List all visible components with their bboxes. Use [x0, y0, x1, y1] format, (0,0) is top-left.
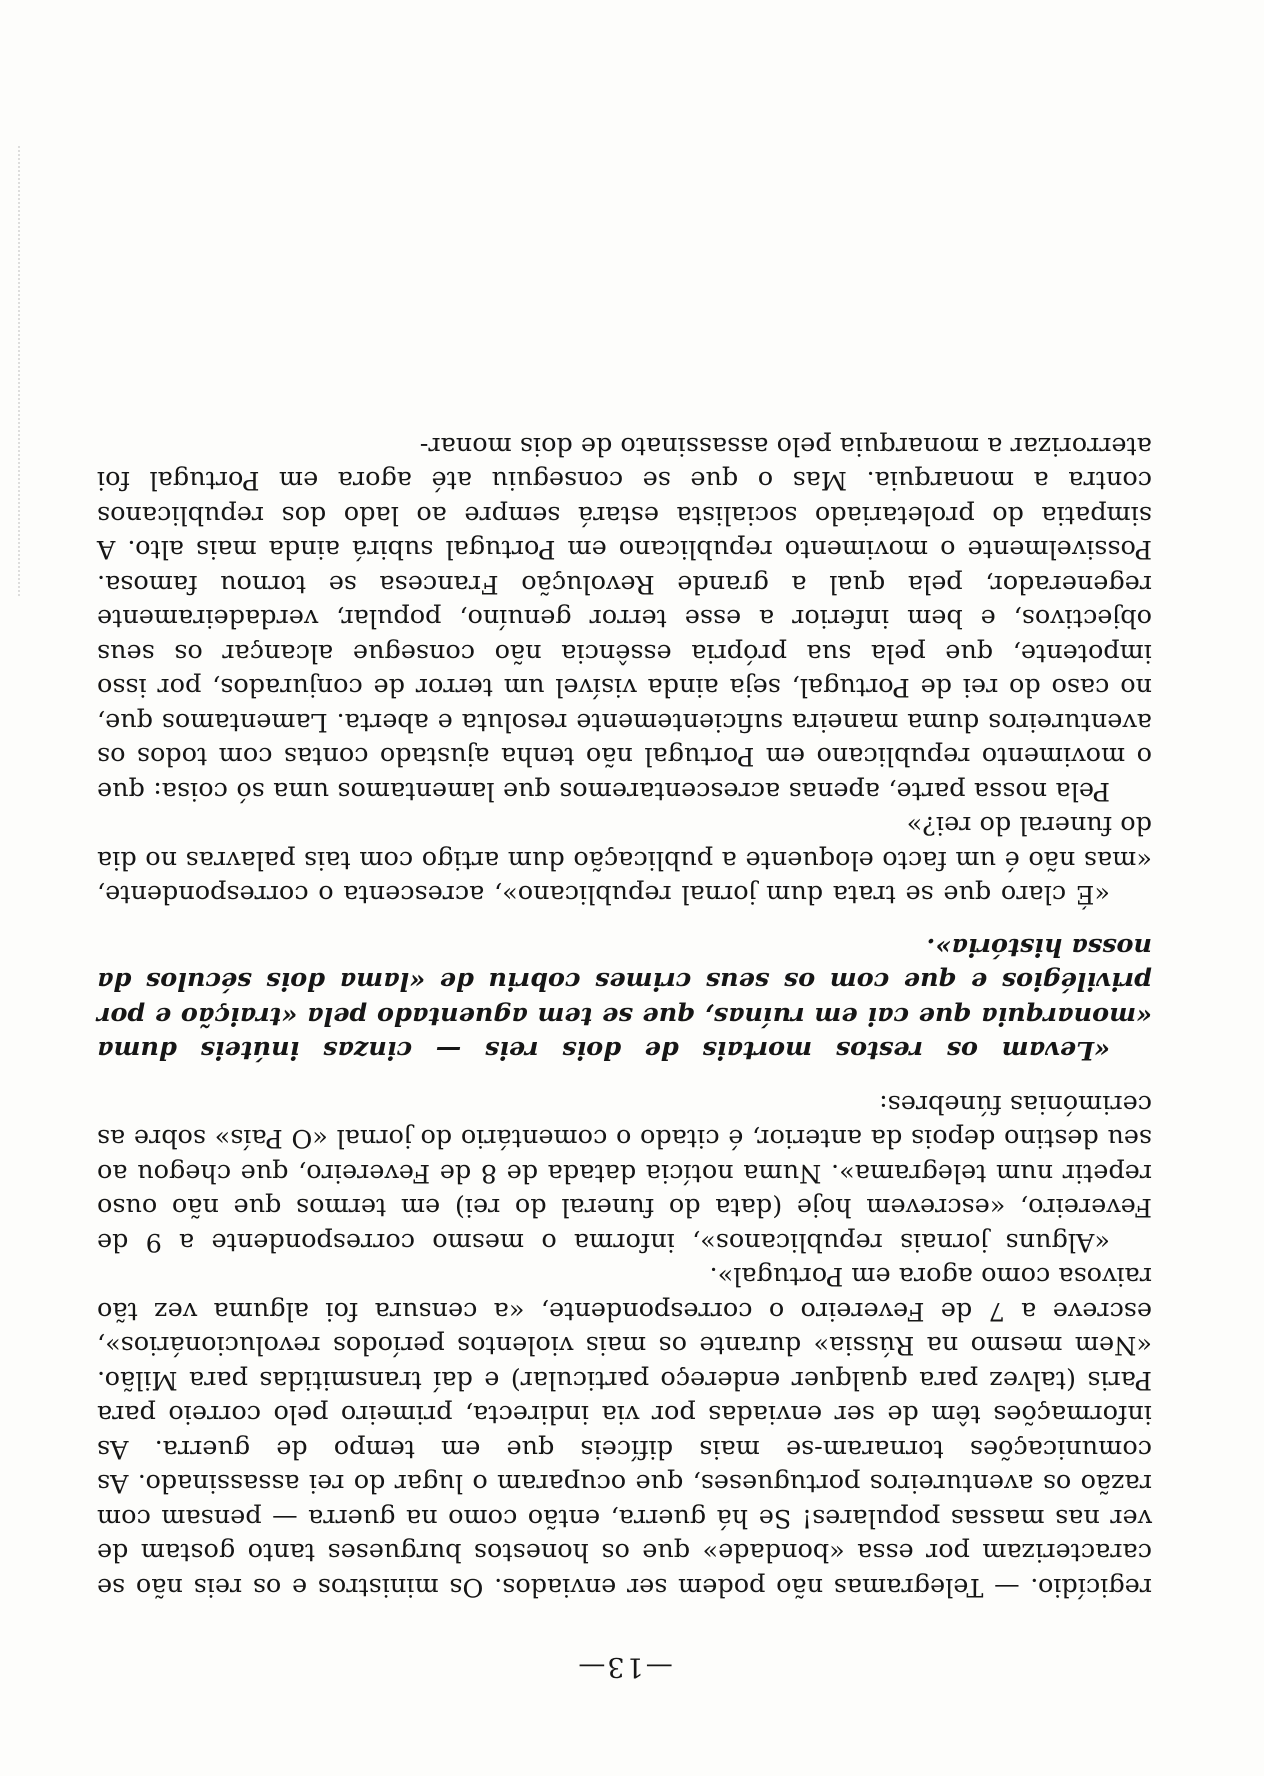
quotation-o-pais: «Levam os restos mortais de dois reis — cinzas inúteis duma «monarquia que cai em ruínas, que se tem aguentado pela «traição e por privilégios e que com os seus crimes cobriu de «lama dois séculos da nossa história».	[97, 932, 1152, 1066]
scan-margin-speckle	[8, 146, 20, 596]
page-number: —13—	[576, 1651, 673, 1682]
paragraph-1: regicídio. — Telegramas não podem ser enviados. Os ministros e os reis não se caracterizam por essa «bondade» que os honestos burgueses tanto gostam de ver nas massas populares! Se há guerra, então como na guerra — pensam com razão os aventureiros portugueses, que ocuparam o lugar do rei assassinado. As comunicações tornaram-se mais difíceis que em tempo de guerra. As informações têm de ser enviadas por via indirecta, primeiro pelo correio para Paris (talvez para qualquer endereço particular) e daí transmitidas para Milão. «Nem mesmo na Rússia» durante os mais violentos períodos revolucionários», escreve a 7 de Fevereiro o correspondente, «a censura foi alguma vez tão raivosa como agora em Portugal».	[97, 1261, 1152, 1602]
paragraph-4: Pela nossa parte, apenas acrescentaremos que lamentamos uma só coisa: que o movimento republicano em Portugal não tenha ajustado contas com todos os aventureiros duma maneira suficientemente resoluta e aberta. Lamentamos que, no caso do rei de Portugal, seja ainda visível um terror de conjurados, por isso impotente, que pela sua própria essência não consegue alcançar os seus objectivos, e bem inferior a esse terror genuíno, popular, verdadeiramente regenerador, pela qual a grande Revolução Francesa se tornou famosa. Possivelmente o movimento republicano em Portugal subirá ainda mais alto. A simpatia do proletariado socialista estará sempre ao lado dos republicanos contra a monarquia. Mas o que se conseguiu até agora em Portugal foi aterrorizar a monarquia pelo assassinato de dois monar-	[97, 431, 1152, 806]
paragraph-3: «É claro que se trata dum jornal republicano», acrescenta o correspondente, «mas não é um facto eloquente a publicação dum artigo com tais palavras no dia do funeral do rei?»	[97, 810, 1152, 910]
page-text-block	[97, 429, 1152, 1682]
paragraph-2: «Alguns jornais republicanos», informa o mesmo correspondente a 9 de Fevereiro, «escrevem hoje (data do funeral do rei) em termos que não ouso repetir num telegrama». Numa notícia datada de 8 de Fevereiro, que chegou ao seu destino depois da anterior, é citado o comentário do jornal «O País» sobre as cerimónias fúnebres:	[97, 1089, 1152, 1257]
